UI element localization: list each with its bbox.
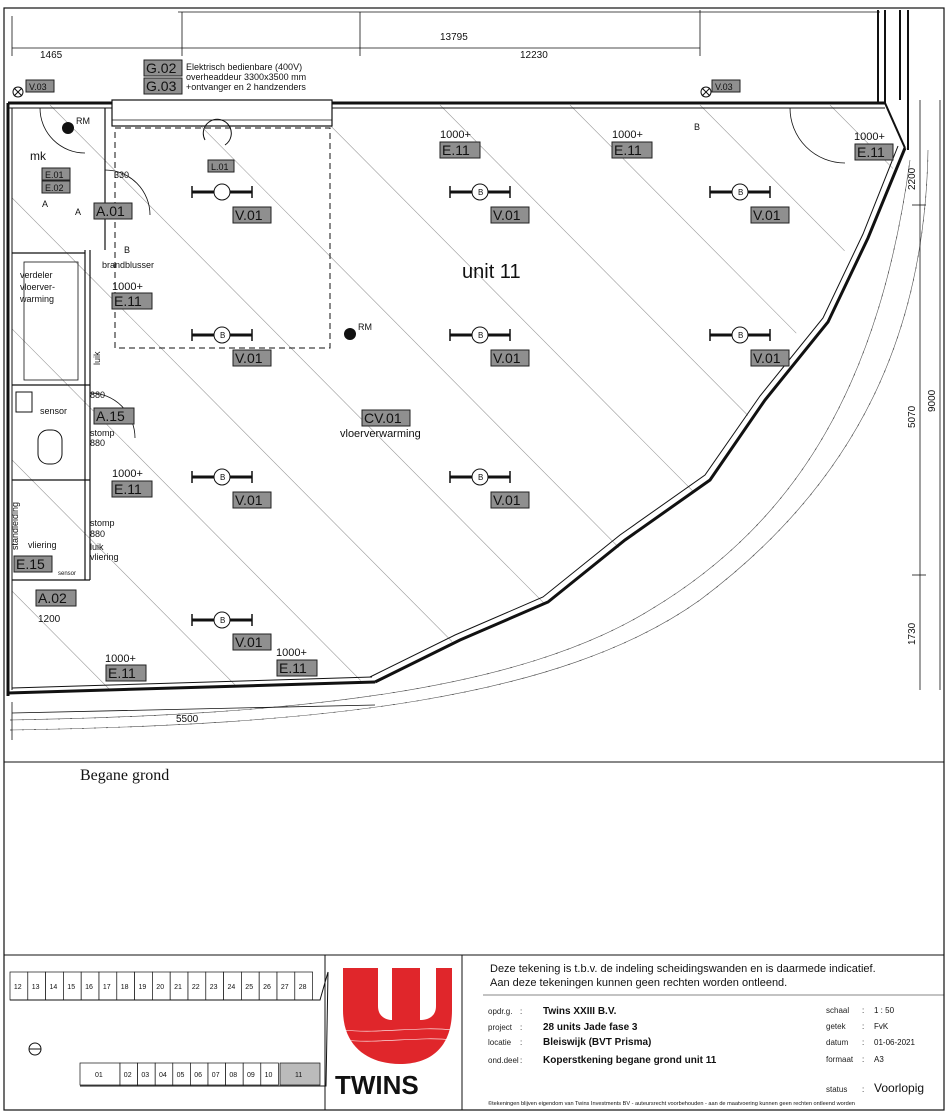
fixture-b-8: B bbox=[220, 616, 226, 625]
tag-a15-label: A.15 bbox=[96, 408, 125, 424]
site-unit-16-label: 16 bbox=[85, 984, 93, 991]
site-unit-20-label: 20 bbox=[156, 984, 165, 991]
site-unit-06-label: 06 bbox=[194, 1072, 202, 1079]
site-unit-14-label: 14 bbox=[49, 984, 58, 991]
sheet-border bbox=[4, 8, 944, 1110]
tb-colon-3: : bbox=[520, 1038, 523, 1047]
v01-1: V.01 bbox=[235, 207, 263, 223]
site-unit-26-label: 26 bbox=[263, 984, 271, 991]
fixture-b-7: B bbox=[478, 473, 484, 482]
tag-e11-top-3-label: E.11 bbox=[857, 144, 885, 160]
site-unit-18-label: 18 bbox=[120, 984, 129, 991]
logo-wordmark: TWINS bbox=[335, 1070, 419, 1100]
fixture-b-1: B bbox=[478, 188, 484, 197]
tb-formaat-label: formaat bbox=[826, 1055, 854, 1064]
site-plan bbox=[10, 972, 328, 1086]
a-label-1: A bbox=[42, 199, 49, 209]
tag-g03-label: G.03 bbox=[146, 78, 177, 94]
tag-e02-label: E.02 bbox=[45, 183, 64, 193]
tb-datum-label: datum bbox=[826, 1038, 849, 1047]
dim-right-lower: 1730 bbox=[907, 622, 918, 645]
dim-330: 330 bbox=[114, 170, 130, 180]
site-unit-03-label: 03 bbox=[141, 1072, 150, 1079]
site-unit-28-label: 28 bbox=[298, 984, 307, 991]
rm-icon bbox=[62, 122, 74, 134]
tag-e01-label: E.01 bbox=[45, 170, 64, 180]
v01-7: V.01 bbox=[235, 492, 263, 508]
v01-8: V.01 bbox=[493, 492, 521, 508]
tag-e11-left-1-label: E.11 bbox=[114, 293, 142, 309]
site-unit-25-label: 25 bbox=[245, 984, 254, 991]
tb-opdrg-label: opdr.g. bbox=[488, 1007, 513, 1016]
tb-datum-value: 01-06-2021 bbox=[874, 1038, 915, 1047]
site-unit-07-label: 07 bbox=[211, 1072, 220, 1079]
v01-3: V.01 bbox=[753, 207, 781, 223]
brandblusser-label: brandblusser bbox=[102, 260, 155, 270]
site-unit-02-label: 02 bbox=[123, 1072, 132, 1079]
tb-locatie-value: Bleiswijk (BVT Prisma) bbox=[543, 1037, 652, 1048]
verdeler-label-1: verdeler bbox=[20, 270, 53, 280]
luik-vliering-2: vliering bbox=[90, 552, 119, 562]
tb-project-value: 28 units Jade fase 3 bbox=[543, 1022, 638, 1033]
dim-top-left: 1465 bbox=[40, 50, 63, 61]
site-unit-10-label: 10 bbox=[264, 1072, 273, 1079]
floor-title: Begane grond bbox=[80, 767, 170, 784]
fixture-b-4: B bbox=[478, 331, 484, 340]
cv-vloerverwarming: vloerverwarming bbox=[340, 428, 421, 440]
sink-icon bbox=[16, 392, 32, 412]
luik-vliering-1: luik bbox=[90, 542, 104, 552]
fixture-b-labels bbox=[220, 188, 743, 625]
tb-schaal-value: 1 : 50 bbox=[874, 1006, 895, 1015]
dim-880-a: 880 bbox=[90, 390, 106, 400]
site-unit-15-label: 15 bbox=[67, 984, 76, 991]
tb-getek-value: FvK bbox=[874, 1022, 889, 1031]
dim-880-b: 880 bbox=[90, 438, 106, 448]
site-unit-09-label: 09 bbox=[247, 1072, 255, 1079]
tb-project-label: project bbox=[488, 1023, 513, 1032]
tb-status-label: status bbox=[826, 1085, 848, 1094]
site-unit-19-label: 19 bbox=[138, 984, 147, 991]
dim-top-right: 12230 bbox=[520, 50, 548, 61]
stomp-label-2: stomp bbox=[90, 518, 115, 528]
tb-colon-8: : bbox=[862, 1055, 865, 1064]
a-label-2: A bbox=[75, 207, 82, 217]
tb-status-value: Voorlopig bbox=[874, 1081, 925, 1095]
tag-e11-bottom-2-label: E.11 bbox=[279, 660, 307, 676]
tb-colon-9: : bbox=[862, 1085, 865, 1094]
standleiding-label: standleiding bbox=[10, 501, 20, 550]
tb-colon-1: : bbox=[520, 1007, 523, 1016]
dim-bottom: 5500 bbox=[176, 714, 199, 725]
wall-light-icons bbox=[13, 87, 711, 97]
tag-e15-label: E.15 bbox=[16, 556, 45, 572]
tag-cv01-label: CV.01 bbox=[364, 410, 402, 426]
site-unit-17-label: 17 bbox=[102, 984, 111, 991]
note-line1: Elektrisch bedienbare (400V) bbox=[186, 62, 303, 72]
tag-a01-label: A.01 bbox=[96, 203, 125, 219]
tag-e11-left-2-label: E.11 bbox=[114, 481, 142, 497]
tag-a02-label: A.02 bbox=[38, 590, 67, 606]
verdeler-label-2: vloerver- bbox=[20, 282, 56, 292]
height-e11-left-1: 1000+ bbox=[112, 281, 143, 293]
dim-top-total: 13795 bbox=[440, 32, 468, 43]
height-e11-top-2: 1000+ bbox=[612, 129, 643, 141]
height-e11-left-2: 1000+ bbox=[112, 468, 143, 480]
tb-copyright: ©tekeningen blijven eigendom van Twins Investments BV - auteursrecht voorbehouden - aan de maatvoering kunnen geen rechten ontleend worden bbox=[488, 1101, 855, 1107]
sensor-label-2: sensor bbox=[58, 571, 77, 577]
tb-colon-4: : bbox=[520, 1056, 523, 1065]
height-e11-bottom-1: 1000+ bbox=[105, 653, 136, 665]
fixture-b-3: B bbox=[220, 331, 226, 340]
height-e11-top-1: 1000+ bbox=[440, 129, 471, 141]
note-line2: overheaddeur 3300x3500 mm bbox=[186, 72, 307, 82]
site-unit-11-label: 11 bbox=[295, 1072, 303, 1079]
site-unit-01-label: 01 bbox=[95, 1072, 103, 1079]
stomp-label-1: stomp bbox=[90, 428, 115, 438]
height-e11-bottom-2: 1000+ bbox=[276, 647, 307, 659]
tag-e11-top-2-label: E.11 bbox=[614, 142, 642, 158]
tb-getek-label: getek bbox=[826, 1022, 846, 1031]
v01-6: V.01 bbox=[753, 350, 781, 366]
tag-l01-label: L.01 bbox=[211, 162, 229, 172]
tb-colon-2: : bbox=[520, 1023, 523, 1032]
mk-label: mk bbox=[30, 149, 46, 163]
fixture-b-2: B bbox=[738, 188, 744, 197]
twins-logo bbox=[343, 968, 452, 1064]
site-unit-27-label: 27 bbox=[280, 984, 289, 991]
tb-onddeel-value: Koperstkening begane grond unit 11 bbox=[543, 1055, 717, 1066]
v01-9: V.01 bbox=[235, 634, 263, 650]
rm-label-1: RM bbox=[76, 116, 90, 126]
tb-onddeel-label: ond.deel bbox=[488, 1056, 519, 1065]
tb-colon-5: : bbox=[862, 1006, 865, 1015]
toilet-icon bbox=[38, 430, 62, 464]
fixture-b-6: B bbox=[220, 473, 226, 482]
rm-icon-center bbox=[344, 328, 356, 340]
tb-formaat-value: A3 bbox=[874, 1055, 884, 1064]
dim-880-c: 880 bbox=[90, 529, 106, 539]
overhead-door bbox=[112, 100, 332, 126]
v01-5: V.01 bbox=[493, 350, 521, 366]
site-unit-05-label: 05 bbox=[176, 1072, 185, 1079]
light-fixtures bbox=[192, 184, 770, 628]
dim-bottom-left: 1200 bbox=[38, 614, 61, 625]
unit-label: unit 11 bbox=[462, 261, 521, 283]
height-e11-top-3: 1000+ bbox=[854, 131, 885, 143]
site-unit-12-label: 12 bbox=[13, 984, 22, 991]
disclaimer-line1: Deze tekening is t.b.v. de indeling scheidingswanden en is daarmede indicatief. bbox=[490, 963, 876, 975]
site-unit-04-label: 04 bbox=[159, 1072, 167, 1079]
tag-g02-label: G.02 bbox=[146, 60, 177, 76]
tag-e11-bottom-1-label: E.11 bbox=[108, 665, 136, 681]
tag-v03-right-label: V.03 bbox=[715, 82, 733, 92]
dim-right-upper: 2200 bbox=[907, 167, 918, 190]
site-boundary-lines bbox=[10, 150, 928, 730]
tb-opdrg-value: Twins XXIII B.V. bbox=[543, 1006, 617, 1017]
b-label-brand: B bbox=[124, 245, 131, 255]
dim-right-total: 9000 bbox=[927, 389, 938, 412]
sensor-label-1: sensor bbox=[40, 406, 68, 416]
v01-4: V.01 bbox=[235, 350, 263, 366]
site-unit-21-label: 21 bbox=[174, 984, 182, 991]
verdeler-label-3: warming bbox=[20, 294, 55, 304]
vliering-label: vliering bbox=[28, 540, 57, 550]
tb-colon-6: : bbox=[862, 1022, 865, 1031]
rm-label-2: RM bbox=[358, 322, 372, 332]
tb-colon-7: : bbox=[862, 1038, 865, 1047]
site-unit-13-label: 13 bbox=[31, 984, 40, 991]
site-unit-24-label: 24 bbox=[227, 984, 236, 991]
site-unit-08-label: 08 bbox=[229, 1072, 238, 1079]
note-line3: +ontvanger en 2 handzenders bbox=[186, 82, 306, 92]
luik-label: luik bbox=[92, 351, 102, 365]
tb-schaal-label: schaal bbox=[826, 1006, 850, 1015]
fixture-b-5: B bbox=[738, 331, 744, 340]
site-unit-23-label: 23 bbox=[209, 984, 218, 991]
b-label-top: B bbox=[694, 122, 701, 132]
tag-v03-left-label: V.03 bbox=[29, 82, 47, 92]
site-boundary bbox=[10, 150, 928, 730]
v01-2: V.01 bbox=[493, 207, 521, 223]
site-unit-22-label: 22 bbox=[191, 984, 200, 991]
disclaimer-line2: Aan deze tekeningen kunnen geen rechten worden ontleend. bbox=[490, 977, 788, 989]
dim-right-middle: 5070 bbox=[907, 405, 918, 428]
tb-locatie-label: locatie bbox=[488, 1038, 512, 1047]
tag-e11-top-1-label: E.11 bbox=[442, 142, 470, 158]
